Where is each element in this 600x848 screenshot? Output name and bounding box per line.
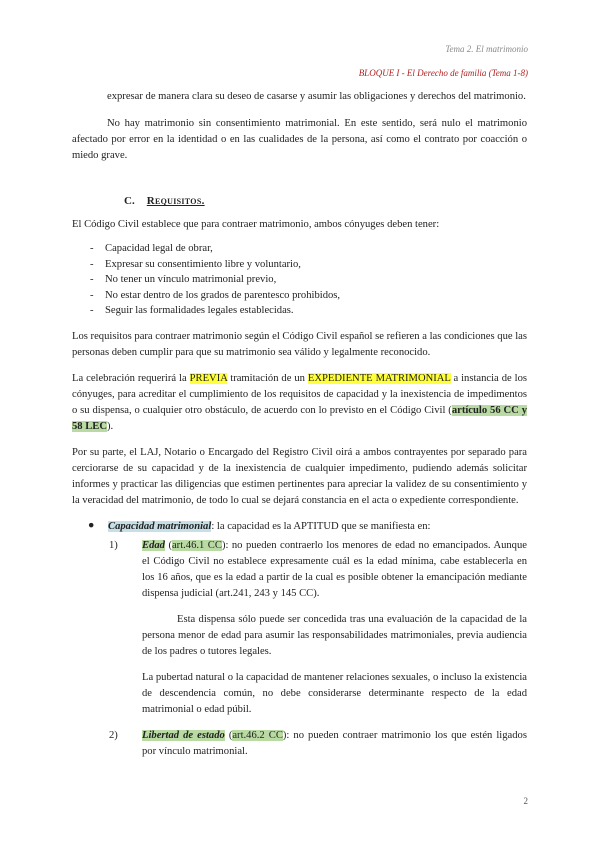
paragraph-requirements-definition: Los requisitos para contraer matrimonio según el Código Civil español se refieren a las condiciones que las personas deben cumplir para que su matrimonio sea válido y legalmente reconocido. (72, 330, 527, 358)
text-run: ( (164, 539, 172, 551)
paragraph-laj-notario: Por su parte, el LAJ, Notario o Encargado del Registro Civil oirá a ambos contrayentes por separado para cerciorarse de su capacidad y de la inexistencia de cualquier impedimento, pudiendo además solicitar informes y practicar las diligencias que estimen pertinentes para apreciar la validez de su consentimiento y la veracidad del matrimonio, de todo lo cual se dejará constancia en el acta o expediente correspondiente. (72, 446, 527, 506)
list-item: - No estar dentro de los grados de parentesco prohibidos, (90, 288, 527, 304)
numbered-item-libertad (109, 728, 527, 760)
page-number: 2 (523, 796, 528, 806)
item-number: 1) (109, 539, 118, 551)
header-block: BLOQUE I - El Derecho de familia (Tema 1-8) (358, 68, 528, 78)
text-run: ): no pueden contraerlo los menores de edad no emancipados. Aunque el Código Civil no establece expresamente cuál es la edad mínima, cabe establecerla en los 16 años, que es la edad a partir de la cual es posible obtener la emancipación mediante dispensa judicial (art.241, 243 y 145 CC). (142, 539, 527, 599)
highlight-58-lec: 58 LEC (72, 420, 108, 432)
highlight-article-56: artículo 56 CC (451, 404, 519, 416)
text-run: tramitación de un (227, 372, 308, 384)
text-run: ). (107, 420, 114, 432)
numbered-item-edad (109, 538, 527, 602)
paragraph-pubertad: La pubertad natural o la capacidad de mantener relaciones sexuales, o incluso la existencia de descendencia común, no debe considerarse determinante respecto de la edad matrimonial o edad púbil. (142, 671, 527, 715)
term-capacidad-matrimonial: Capacidad matrimonial (108, 520, 212, 532)
text-run: ): no pueden contraer matrimonio los que estén ligados por vínculo matrimonial. (142, 729, 527, 757)
section-heading (72, 193, 527, 209)
list-item: - Seguir las formalidades legales establecidas. (90, 303, 527, 319)
text-run: y (518, 404, 527, 416)
text-run: La celebración requerirá la (72, 372, 190, 384)
bullet-capacidad (72, 519, 527, 535)
paragraph-consent-continued: expresar de manera clara su deseo de casarse y asumir las obligaciones y derechos del matrimonio. (107, 91, 526, 102)
highlight-art-46-1: art.46.1 CC (171, 539, 222, 551)
highlight-expediente: EXPEDIENTE MATRIMONIAL (307, 372, 451, 384)
section-title: Requisitos. (146, 195, 205, 207)
paragraph-dispensa: Esta dispensa sólo puede ser concedida tras una evaluación de la capacidad de la persona menor de edad para asumir las responsabilidades matrimoniales, previa audiencia de los padres o tutores legales. (142, 613, 527, 657)
text-run: : la capacidad es la APTITUD que se manifiesta en: (211, 520, 431, 532)
requirements-list (72, 241, 527, 319)
page-body (72, 89, 527, 760)
list-item: - Capacidad legal de obrar, (90, 241, 527, 257)
list-item: - No tener un vínculo matrimonial previo, (90, 272, 527, 288)
term-libertad-de-estado: Libertad de estado (142, 729, 225, 741)
text-run: ( (224, 729, 233, 741)
requirements-intro: El Código Civil establece que para contraer matrimonio, ambos cónyuges deben tener: (72, 219, 440, 230)
section-letter: C. (124, 195, 135, 207)
header-topic: Tema 2. El matrimonio (445, 44, 528, 54)
text-run: a instancia de los cónyuges, para acreditar el cumplimiento de los requisitos de capacidad y la inexistencia de impedimentos o su dispensa, o cualquier otro obstáculo, de acuerdo con lo previsto en el Código Civil ( (72, 372, 527, 416)
paragraph-no-marriage-without-consent: No hay matrimonio sin consentimiento matrimonial. En este sentido, será nulo el matrimonio afectado por error en la identidad o en las cualidades de la persona, así como el contrato por coacción o miedo grave. (72, 118, 527, 161)
list-item: - Expresar su consentimiento libre y voluntario, (90, 257, 527, 273)
highlight-art-46-2: art.46.2 CC (232, 729, 283, 741)
term-edad: Edad (142, 539, 165, 551)
highlight-previa: PREVIA (189, 372, 228, 384)
item-number: 2) (109, 729, 118, 741)
paragraph-expediente (72, 371, 527, 435)
bullet-dot-icon: ● (88, 519, 95, 531)
